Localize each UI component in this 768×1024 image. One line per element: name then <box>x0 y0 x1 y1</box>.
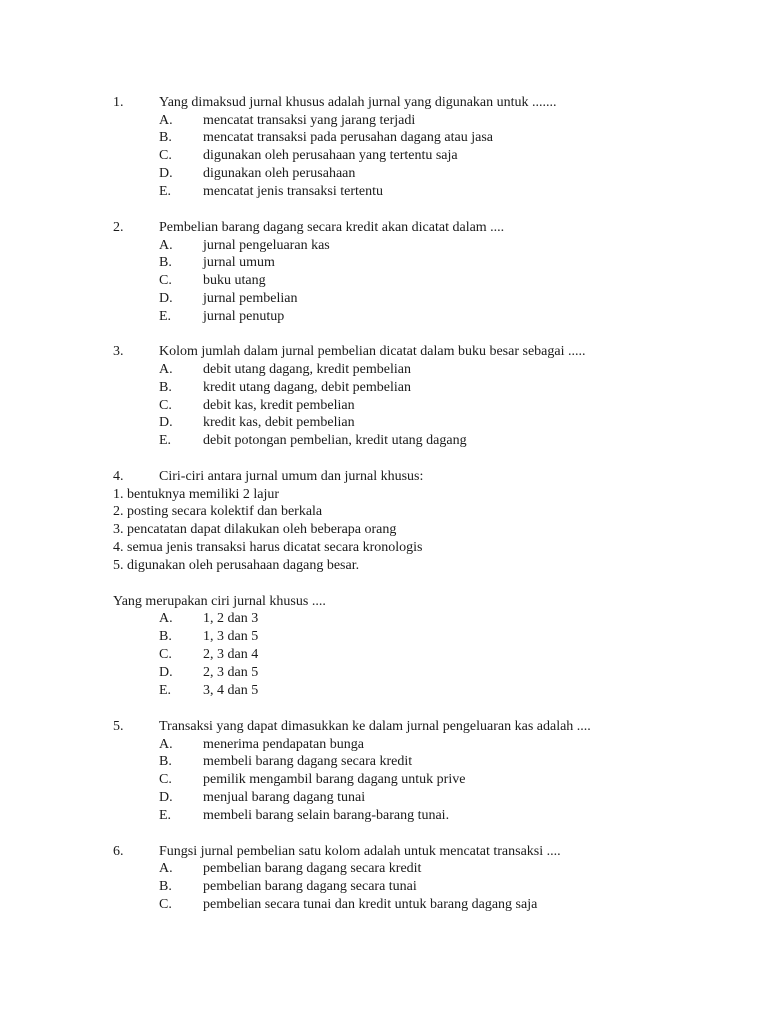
option-letter: B. <box>159 380 172 395</box>
option-text: menjual barang dagang tunai <box>203 790 366 805</box>
option-letter: A. <box>159 238 173 253</box>
option-text: membeli barang selain barang-barang tunai. <box>203 808 450 823</box>
option-text: jurnal penutup <box>203 309 285 324</box>
question-text: Kolom jumlah dalam jurnal pembelian dicatat dalam buku besar sebagai ..... <box>159 344 586 359</box>
option-text: debit potongan pembelian, kredit utang dagang <box>203 433 467 448</box>
option-letter: C. <box>159 398 172 413</box>
option-text: 2, 3 dan 5 <box>203 665 259 680</box>
option-letter: B. <box>159 879 172 894</box>
option-text: debit kas, kredit pembelian <box>203 398 355 413</box>
option-letter: C. <box>159 772 172 787</box>
option-text: jurnal pengeluaran kas <box>203 238 330 253</box>
option-letter: E. <box>159 184 172 199</box>
question-text: Yang dimaksud jurnal khusus adalah jurnal yang digunakan untuk ....... <box>159 95 557 110</box>
option-text: mencatat jenis transaksi tertentu <box>203 184 383 199</box>
question-number: 3. <box>113 344 124 359</box>
option-letter: B. <box>159 754 172 769</box>
option-text: 1, 2 dan 3 <box>203 611 259 626</box>
document-page: 1. Yang dimaksud jurnal khusus adalah jurnal yang digunakan untuk ....... A. mencatat transaksi yang jarang terjadi B. mencatat transaksi pada perusahan dagang atau jasa C. digunakan oleh perusahaan yang tertentu saja D. digunakan oleh perusahaan E. mencatat jenis transaksi tertentu 2. Pembelian barang dagang secara kredit akan dicatat dalam .... A. jurnal pengeluaran kas B. jurnal umum C. buku utang D. jurnal pembelian E. jurnal penutup 3. Kolom jumlah dalam jurnal pembelian dicatat dalam buku besar sebagai ..... A. debit utang dagang, kredit pembelian B. kredit utang dagang, debit pembelian C. debit kas, kredit pembelian D. kredit kas, debit pembelian E. debit potongan pembelian, kredit utang dagang 4. Ciri-ciri antara jurnal umum dan jurnal khusus: 1. bentuknya memiliki 2 lajur 2. posting secara kolektif dan berkala 3. pencatatan dapat dilakukan oleh beberapa orang 4. semua jenis transaksi harus dicatat secara kronologis 5. digunakan oleh perusahaan dagang besar. Yang merupakan ciri jurnal khusus .... A. 1, 2 dan 3 B. 1, 3 dan 5 C. 2, 3 dan 4 D. 2, 3 dan 5 E. 3, 4 dan 5 5. Transaksi yang dapat dimasukkan ke dalam jurnal pengeluaran kas adalah .... A. menerima pendapatan bunga B. membeli barang dagang secara kredit C. pemilik mengambil barang dagang untuk prive D. menjual barang dagang tunai E. membeli barang selain barang-barang tunai. 6. Fungsi jurnal pembelian satu kolom adalah untuk mencatat transaksi .... A. pembelian barang dagang secara kredit B. pembelian barang dagang secara tunai C. pembelian secara tunai dan kredit untuk barang dagang saja <box>113 95 591 912</box>
option-letter: D. <box>159 665 173 680</box>
option-letter: D. <box>159 415 173 430</box>
option-letter: B. <box>159 130 172 145</box>
option-letter: C. <box>159 148 172 163</box>
question-text: Pembelian barang dagang secara kredit akan dicatat dalam .... <box>159 220 505 235</box>
option-letter: C. <box>159 897 172 912</box>
option-text: kredit utang dagang, debit pembelian <box>203 380 411 395</box>
question-number: 4. <box>113 469 124 484</box>
option-text: pemilik mengambil barang dagang untuk prive <box>203 772 466 787</box>
question-text: Fungsi jurnal pembelian satu kolom adalah untuk mencatat transaksi .... <box>159 844 561 859</box>
option-text: mencatat transaksi yang jarang terjadi <box>203 113 416 128</box>
option-text: 2, 3 dan 4 <box>203 647 259 662</box>
option-letter: C. <box>159 647 172 662</box>
option-letter: B. <box>159 629 172 644</box>
question-number: 1. <box>113 95 124 110</box>
option-text: 1, 3 dan 5 <box>203 629 259 644</box>
option-letter: A. <box>159 611 173 626</box>
option-letter: D. <box>159 166 173 181</box>
option-text: pembelian barang dagang secara tunai <box>203 879 417 894</box>
option-text: membeli barang dagang secara kredit <box>203 754 413 769</box>
option-text: jurnal umum <box>203 255 275 270</box>
option-letter: E. <box>159 433 172 448</box>
option-text: buku utang <box>203 273 266 288</box>
option-letter: C. <box>159 273 172 288</box>
option-text: digunakan oleh perusahaan <box>203 166 356 181</box>
option-letter: A. <box>159 362 173 377</box>
question-number: 2. <box>113 220 124 235</box>
option-text: pembelian barang dagang secara kredit <box>203 861 422 876</box>
option-letter: E. <box>159 309 172 324</box>
option-text: 3, 4 dan 5 <box>203 683 259 698</box>
option-text: jurnal pembelian <box>203 291 298 306</box>
option-letter: D. <box>159 291 173 306</box>
question-number: 6. <box>113 844 124 859</box>
option-text: pembelian secara tunai dan kredit untuk barang dagang saja <box>203 897 538 912</box>
question-text: Ciri-ciri antara jurnal umum dan jurnal khusus: <box>159 469 424 484</box>
option-letter: E. <box>159 808 172 823</box>
option-text: kredit kas, debit pembelian <box>203 415 355 430</box>
question-text: Transaksi yang dapat dimasukkan ke dalam jurnal pengeluaran kas adalah .... <box>159 719 591 734</box>
question-number: 5. <box>113 719 124 734</box>
option-text: digunakan oleh perusahaan yang tertentu saja <box>203 148 458 163</box>
option-letter: E. <box>159 683 172 698</box>
option-letter: A. <box>159 737 173 752</box>
option-text: debit utang dagang, kredit pembelian <box>203 362 411 377</box>
option-text: menerima pendapatan bunga <box>203 737 364 752</box>
option-letter: A. <box>159 113 173 128</box>
option-letter: D. <box>159 790 173 805</box>
option-letter: A. <box>159 861 173 876</box>
option-text: mencatat transaksi pada perusahan dagang atau jasa <box>203 130 493 145</box>
option-letter: B. <box>159 255 172 270</box>
